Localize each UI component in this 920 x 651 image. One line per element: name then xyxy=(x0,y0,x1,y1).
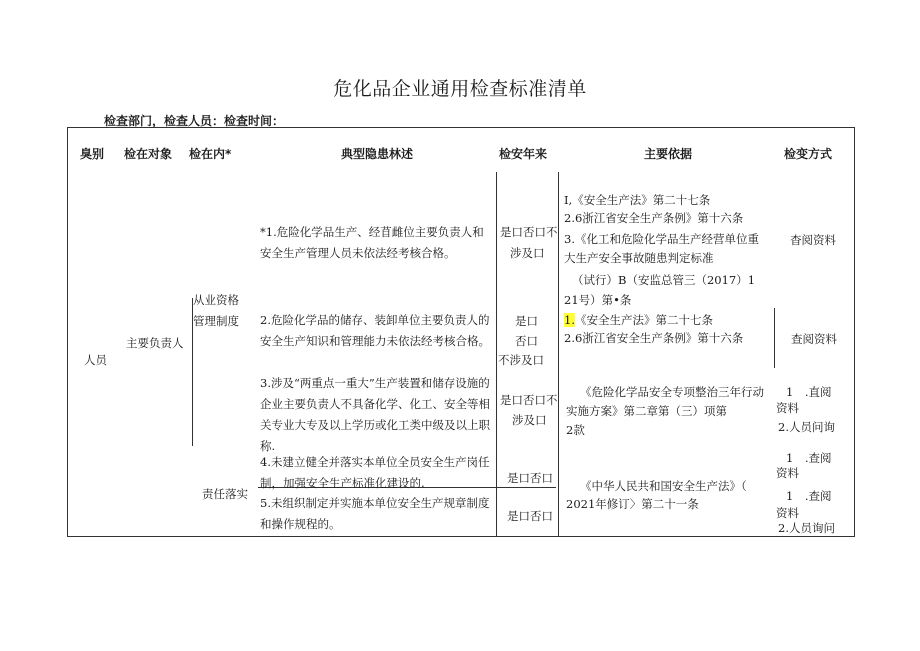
basis-4-line-1: 《中华人民共和国安全生产法》（ xyxy=(580,479,747,493)
check-result-4: 是口否口 xyxy=(507,471,553,485)
content-label-responsibility: 责任落实 xyxy=(202,487,248,501)
header-result: 检安年来 xyxy=(499,147,548,161)
inspection-meta: 检查部门，检查人员：检查时间： xyxy=(104,114,285,128)
divider xyxy=(496,172,497,536)
check-method-5-b: 资料 xyxy=(776,506,799,520)
check-result-3-b: 涉及口 xyxy=(512,413,547,427)
check-method-3-b: 资料 xyxy=(776,401,799,415)
basis-1-line-1: I,《安全生产法》第二十七条 xyxy=(564,193,711,207)
basis-4-line-2: 2021年修订〉第二十一条 xyxy=(566,497,699,511)
check-method-3: 1 .直阅 xyxy=(786,385,832,399)
basis-2-line-1: 1.《安全生产法》第二十七条 xyxy=(564,313,713,327)
basis-1-line-4: 大生产安全事故随患判定标准 xyxy=(564,251,714,265)
check-method-3-c: 2.人员问询 xyxy=(778,420,835,434)
basis-3-line-3: 2款 xyxy=(566,423,585,437)
check-result-1: 是口否口不 xyxy=(500,225,558,239)
header-object: 检在对象 xyxy=(124,147,173,161)
header-description: 典型隐患林述 xyxy=(341,147,414,161)
content-label-system: 管理制度 xyxy=(193,314,239,328)
header-basis: 主要依据 xyxy=(644,147,693,161)
check-method-2: 查阅资料 xyxy=(791,332,837,346)
content-label-qualification: 从业资格 xyxy=(193,293,239,307)
header-method: 检变方式 xyxy=(784,147,833,161)
basis-1-line-3: 3.《化工和危险化学品生产经营单位重 xyxy=(564,232,759,246)
divider xyxy=(558,172,559,536)
check-result-5: 是口否口 xyxy=(507,509,553,523)
check-method-5: 1 .查阅 xyxy=(786,489,832,503)
hazard-description-1: *1.危险化学品生产、经苜雌位主要负责人和安全生产管理人员未依法经考核合格。 xyxy=(260,225,484,260)
basis-3-line-2: 实施方案》第二章第（三）项第 xyxy=(566,404,727,418)
check-method-1: 杳阅资料 xyxy=(790,233,836,247)
header-category: 臭别 xyxy=(80,147,105,161)
basis-2-line-2: 2.6浙江省安全生产条例》第十六条 xyxy=(564,331,744,345)
basis-3-line-1: 《危险化学品安全专项整治三年行动 xyxy=(580,385,764,399)
basis-1-line-2: 2.6浙江省安全生产条例》第十六条 xyxy=(564,211,744,225)
check-method-5-c: 2.人员询问 xyxy=(778,521,835,535)
basis-1-line-6: 21号）第•条 xyxy=(564,293,632,307)
hazard-description-4: 4.未建立健全并落实本单位全员安全生产岗任制，加强安全生产标准化建设的. xyxy=(260,455,490,490)
object-label: 主要负责人 xyxy=(126,336,184,350)
page-title: 危化品企业通用检查标准清单 xyxy=(333,78,587,100)
header-content: 检在内* xyxy=(189,147,232,161)
check-result-1-b: 涉及口 xyxy=(510,246,545,260)
check-method-4-b: 资料 xyxy=(776,466,799,480)
check-result-3: 是口否口不 xyxy=(500,393,558,407)
check-result-2-b: 否口 xyxy=(515,334,538,348)
hazard-description-2: 2.危险化学品的储存、装卸单位主要负责人的安全生产知识和管理能力未依法经考核合格。 xyxy=(260,313,490,348)
check-result-2: 是口 xyxy=(515,314,538,328)
basis-1-line-5: （试行）B（安监总管三（2017）1 xyxy=(572,273,756,287)
highlight-mark: 1. xyxy=(564,313,575,327)
check-method-4: 1 .查阅 xyxy=(786,451,832,465)
hazard-description-3: 3.涉及“两重点一重大”生产装置和储存设施的企业主要负责人不具备化学、化工、安全等相关专业大专及以上学历或化工类中级及以上职称. xyxy=(260,376,490,453)
hazard-description-5: 5.未组织制定并实施本单位安全生产规章制度和操作规程的。 xyxy=(260,496,490,531)
category-label: 人员 xyxy=(84,353,107,367)
check-result-2-c: 不涉及口 xyxy=(498,353,544,367)
divider xyxy=(774,308,775,368)
